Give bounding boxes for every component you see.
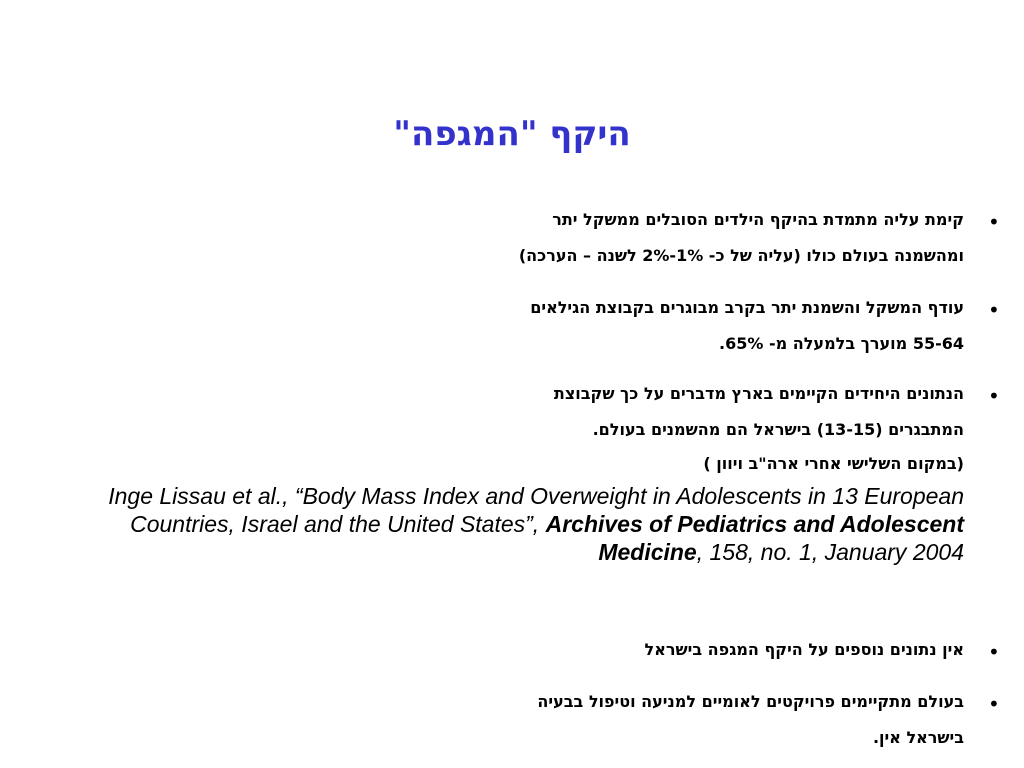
bullet-marker: • xyxy=(988,692,1000,716)
bullet-marker: • xyxy=(988,210,1000,234)
bullet-1-line-1: קימת עליה מתמדת בהיקף הילדים הסובלים ממשקל יתר xyxy=(552,210,964,229)
bullet-3-line-2: המתבגרים (13-15) בישראל הם מהשמנים בעולם. xyxy=(592,420,964,439)
bullet-5-line-2: בישראל אין. xyxy=(872,728,964,747)
citation-details: , 158, no. 1, January 2004 xyxy=(696,539,964,565)
bullet-2-line-1: עודף המשקל והשמנת יתר בקרב מבוגרים בקבוצת הגילאים xyxy=(530,298,964,317)
bullet-marker: • xyxy=(988,384,1000,408)
citation xyxy=(40,482,964,566)
bullet-4-line-1: אין נתונים נוספים על היקף המגפה בישראל xyxy=(644,640,964,659)
bullet-2-line-2: 55-64 מוערך בלמעלה מ- 65%. xyxy=(719,334,964,353)
bullet-5-line-1: בעולם מתקיימים פרויקטים לאומיים למניעה וטיפול בבעיה xyxy=(537,692,964,711)
bullet-marker: • xyxy=(988,640,1000,664)
citation-text: Inge Lissau et al., “Body Mass Index and Overweight in Adolescents in 13 European Countries, Israel and the United States”, xyxy=(108,483,964,537)
bullet-3-line-3: (במקום השלישי אחרי ארה"ב ויוון ) xyxy=(703,454,964,473)
bullet-1-line-2: ומהשמנה בעולם כולו (עליה של כ- 1%-2% לשנה – הערכה) xyxy=(518,246,964,265)
bullet-3-line-1: הנתונים היחידים הקיימים בארץ מדברים על כך שקבוצת xyxy=(553,384,964,403)
bullet-marker: • xyxy=(988,298,1000,322)
slide-title: היקף "המגפה" xyxy=(393,114,631,154)
citation-journal: Archives of Pediatrics and Adolescent Medicine xyxy=(545,511,964,565)
